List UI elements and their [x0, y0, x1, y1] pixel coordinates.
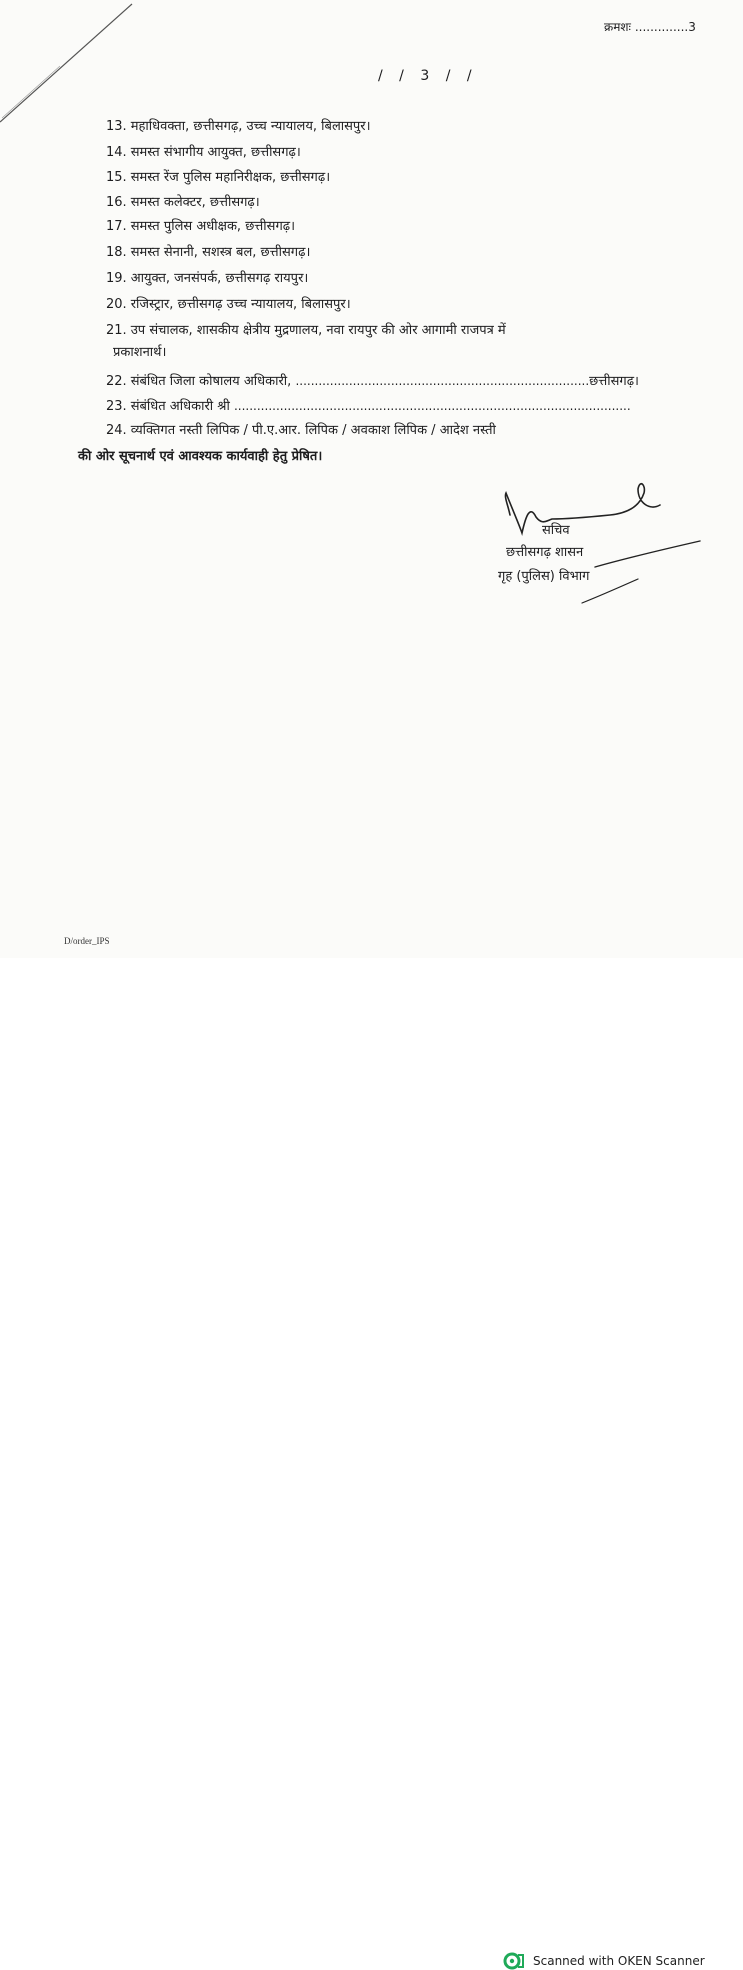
list-item [106, 195, 260, 211]
item-number: 16. [106, 195, 127, 210]
designation: सचिव [542, 523, 570, 538]
item-number: 22. [106, 374, 127, 389]
continued-page: 3 [688, 20, 696, 34]
closing-line: की ओर सूचनार्थ एवं आवश्यक कार्यवाही हेतु प्रेषित। [78, 449, 323, 464]
list-item [106, 145, 301, 161]
list-item [106, 423, 496, 439]
fill-in-blank: ........................................................................................................ [233, 399, 631, 413]
list-item [106, 219, 295, 235]
item-number: 15. [106, 170, 127, 185]
government-name: छत्तीसगढ़ शासन [506, 545, 584, 560]
document-page [0, 0, 743, 958]
item-text: महाधिवक्ता, छत्तीसगढ़, उच्च न्यायालय, बिलासपुर। [130, 119, 371, 134]
item-text: रजिस्ट्रार, छत्तीसगढ़ उच्च न्यायालय, बिलासपुर। [130, 297, 351, 312]
item-text: आयुक्त, जनसंपर्क, छत्तीसगढ़ रायपुर। [130, 271, 309, 286]
item-number: 14. [106, 145, 127, 160]
item-text: समस्त रेंज पुलिस महानिरीक्षक, छत्तीसगढ़। [130, 170, 331, 185]
list-item [106, 297, 351, 313]
item-number: 18. [106, 245, 127, 260]
item-text: संबंधित जिला कोषालय अधिकारी, [130, 374, 292, 389]
item-number: 13. [106, 119, 127, 134]
continued-marker [604, 18, 696, 35]
continued-label: क्रमशः [604, 20, 631, 34]
item-number: 19. [106, 271, 127, 286]
list-item [106, 271, 308, 287]
item-number: 21. [106, 323, 127, 338]
scanner-watermark [503, 1952, 705, 1970]
list-item [106, 323, 506, 339]
item-text: व्यक्तिगत नस्ती लिपिक / पी.ए.आर. लिपिक / अवकाश लिपिक / आदेश नस्ती [130, 423, 496, 438]
fill-in-blank: ............................................................................. [295, 374, 590, 388]
department-name: गृह (पुलिस) विभाग [498, 569, 590, 584]
page-number: / / 3 / / [378, 68, 478, 84]
item-number: 17. [106, 219, 127, 234]
list-item [106, 119, 371, 135]
oken-scanner-logo-icon [503, 1952, 525, 1970]
item-text: संबंधित अधिकारी श्री [130, 399, 230, 414]
item-text: समस्त पुलिस अधीक्षक, छत्तीसगढ़। [130, 219, 296, 234]
continued-dots: .............. [634, 20, 689, 34]
signature-block [498, 520, 698, 610]
item-number: 23. [106, 399, 127, 414]
list-item [106, 398, 631, 415]
list-item [106, 373, 639, 390]
item-text: समस्त कलेक्टर, छत्तीसगढ़। [130, 195, 260, 210]
item-text: समस्त संभागीय आयुक्त, छत्तीसगढ़। [130, 145, 301, 160]
item-suffix: छत्तीसगढ़। [589, 374, 639, 389]
item-text: उप संचालक, शासकीय क्षेत्रीय मुद्रणालय, नवा रायपुर की ओर आगामी राजपत्र में [130, 323, 506, 338]
page-fold-line [0, 0, 140, 130]
list-item-continuation: प्रकाशनार्थ। [113, 345, 167, 360]
scanner-footer [0, 958, 743, 1968]
document-code: D/order_IPS [64, 936, 110, 946]
item-text: समस्त सेनानी, सशस्त्र बल, छत्तीसगढ़। [130, 245, 311, 260]
scanner-label: Scanned with OKEN Scanner [533, 1954, 705, 1968]
list-item [106, 245, 310, 261]
item-number: 24. [106, 423, 127, 438]
item-number: 20. [106, 297, 127, 312]
list-item [106, 170, 330, 186]
